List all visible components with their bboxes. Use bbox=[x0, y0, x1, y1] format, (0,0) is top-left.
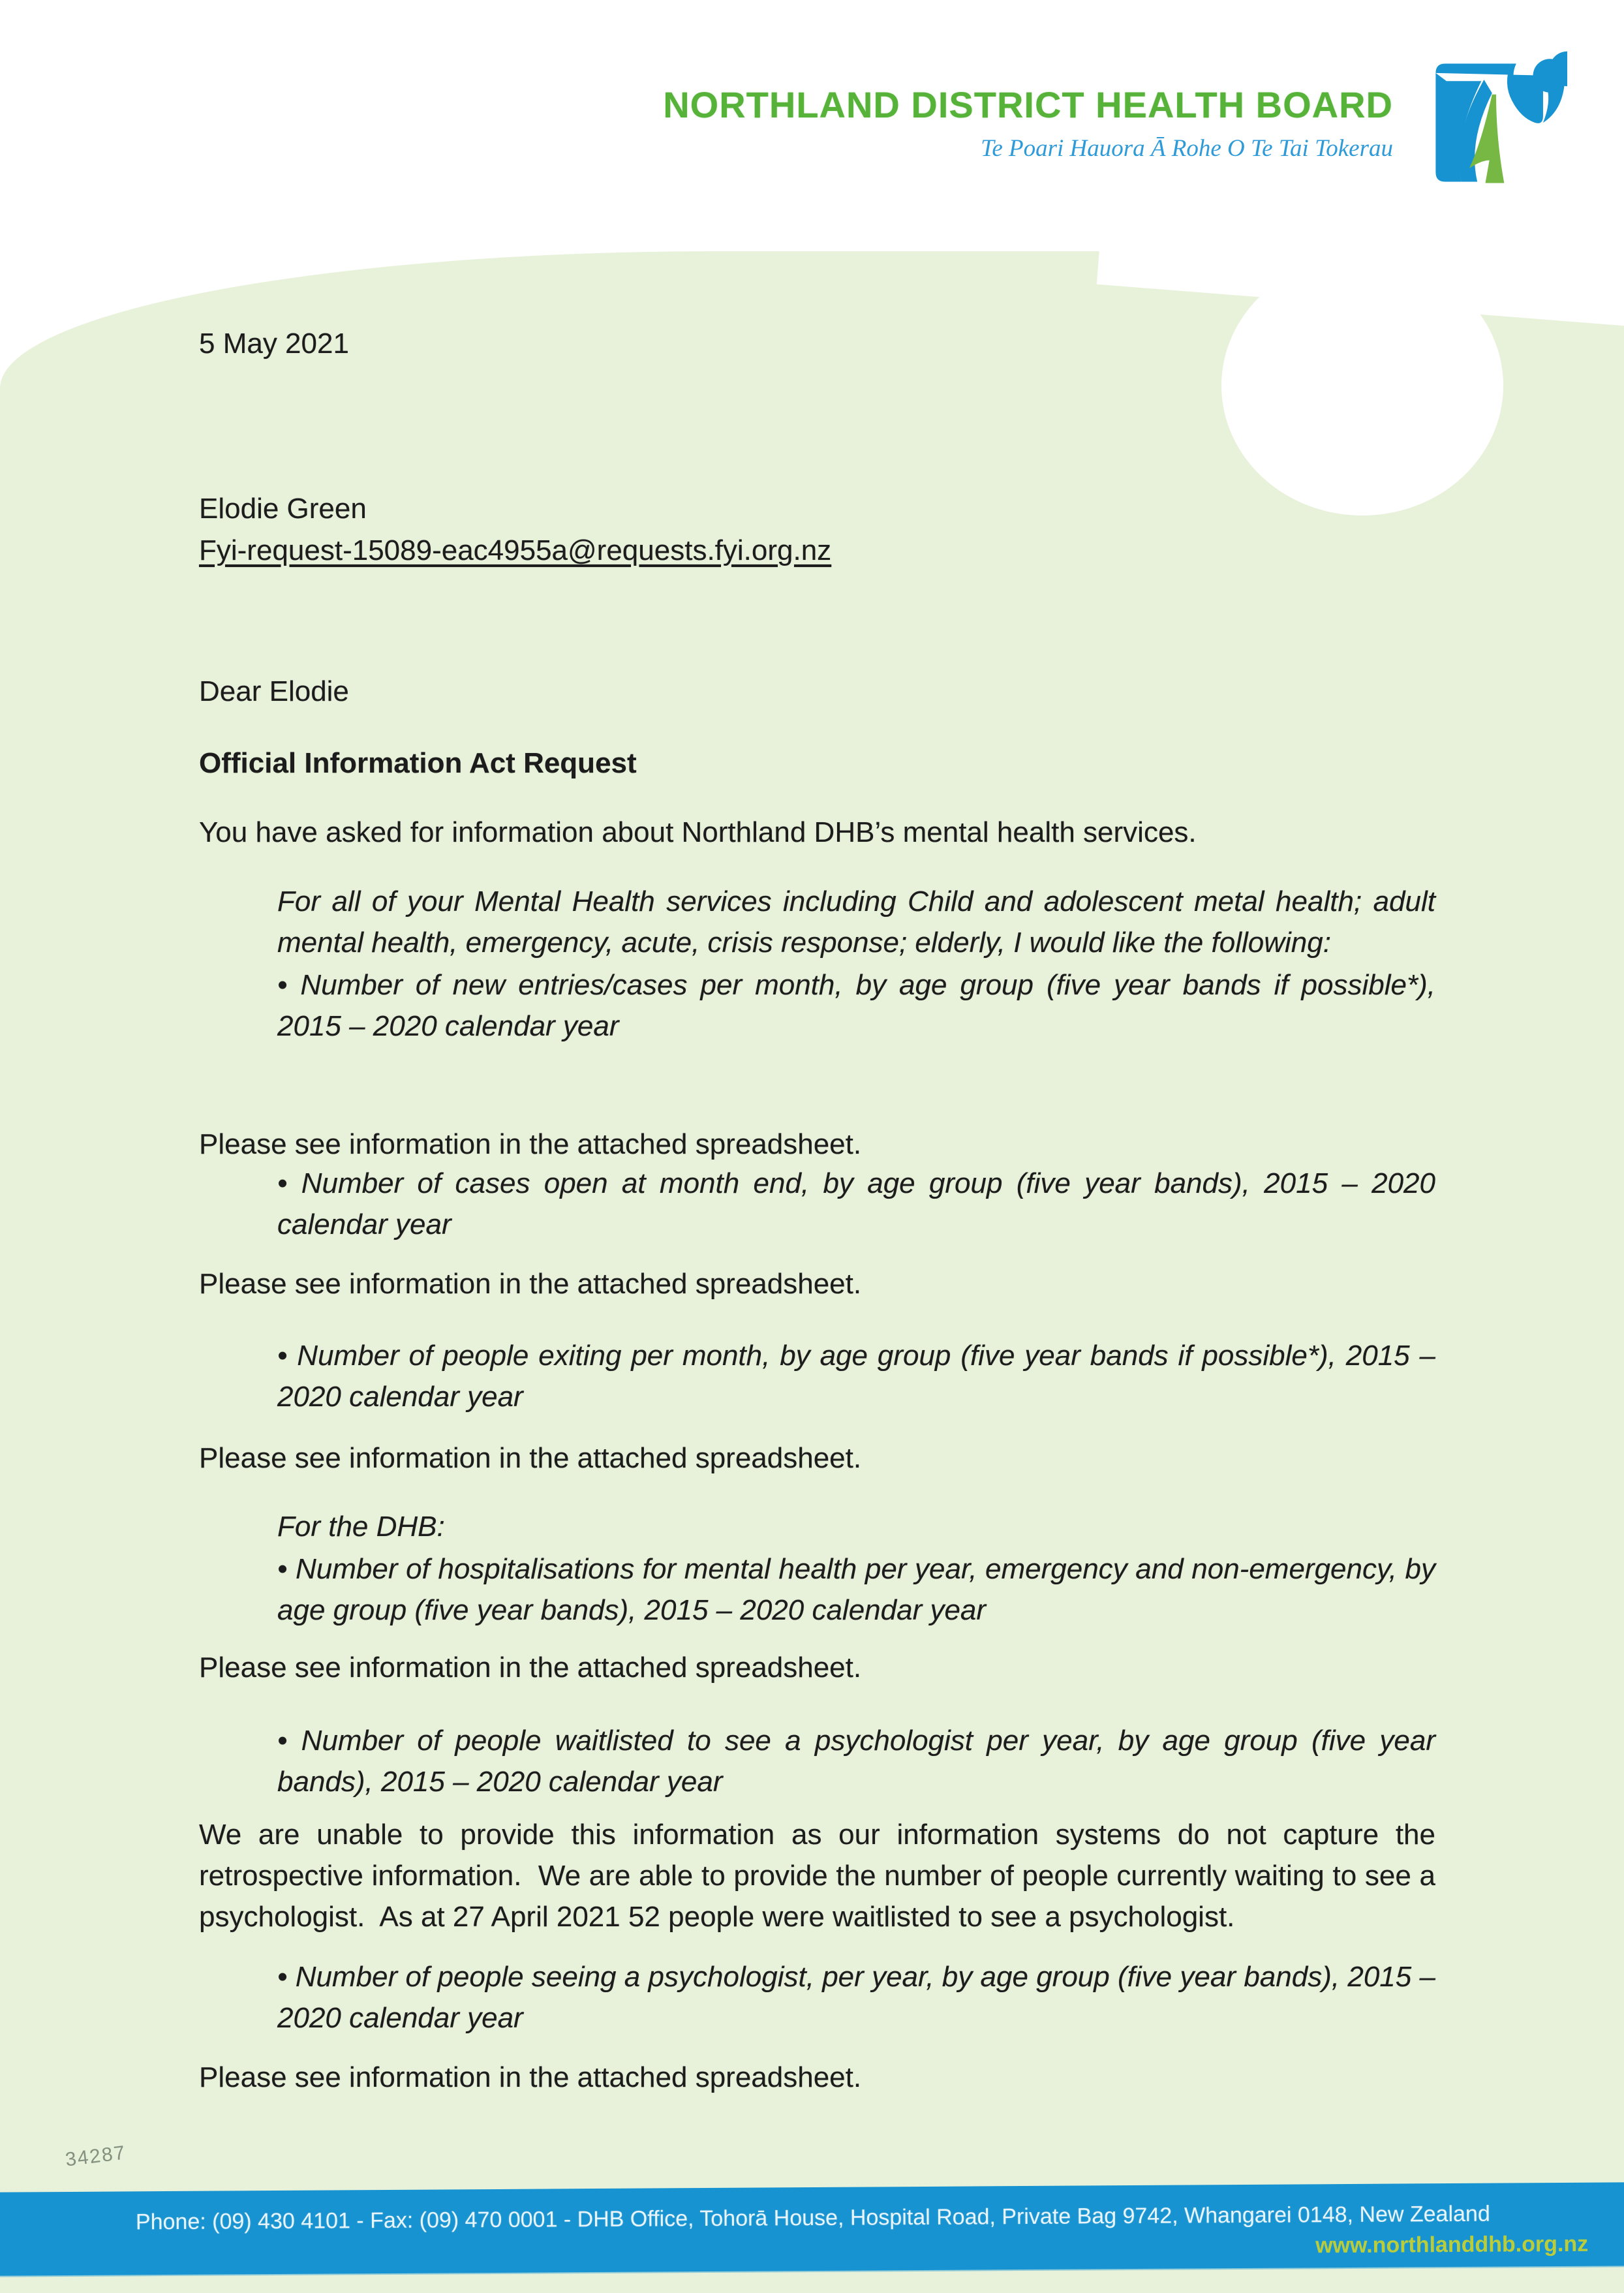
quote1-text: For all of your Mental Health services including Child and adolescent metal health; adult mental health, emergency, acute, crisis response; elderly, I would like the following: bbox=[277, 885, 1435, 959]
response-4: Please see information in the attached spreadsheet. bbox=[199, 1652, 862, 1684]
response-5: We are unable to provide this information as our information systems do not capture the retrospective information. We are able to provide the number of people currently waiting to see a psychologist. As at 27 April 2021 52 people were waitlisted to see a psychologist. bbox=[199, 1819, 1435, 1933]
quoted-request-2: • Number of cases open at month end, by age group (five year bands), 2015 – 2020 calendar year bbox=[277, 1167, 1435, 1240]
response-1: Please see information in the attached spreadsheet. bbox=[199, 1128, 862, 1160]
quoted-request-5: • Number of people waitlisted to see a psychologist per year, by age group (five year bands), 2015 – 2020 calendar year bbox=[277, 1725, 1435, 1798]
background-white-circle bbox=[1221, 256, 1503, 516]
quote4-bullet: • Number of hospitalisations for mental health per year, emergency and non-emergency, by age group (five year bands), 2015 – 2020 calendar year bbox=[277, 1553, 1435, 1626]
quote4-intro: For the DHB: bbox=[277, 1511, 445, 1543]
ndhb-logo-icon bbox=[1426, 51, 1567, 196]
response-3: Please see information in the attached spreadsheet. bbox=[199, 1442, 862, 1474]
response-6: Please see information in the attached spreadsheet. bbox=[199, 2061, 862, 2093]
footer-website-link[interactable]: www.northlanddhb.org.nz bbox=[1315, 2231, 1589, 2258]
recipient-email-text[interactable]: Fyi-request-15089-eac4955a@requests.fyi.org.nz bbox=[199, 534, 832, 566]
reference-number: 34287 bbox=[64, 2142, 128, 2171]
recipient-name: Elodie Green bbox=[199, 493, 367, 525]
letter-date: 5 May 2021 bbox=[199, 328, 349, 360]
recipient-email-link[interactable] bbox=[199, 530, 1435, 571]
org-name: NORTHLAND DISTRICT HEALTH BOARD bbox=[663, 84, 1393, 125]
intro-paragraph: You have asked for information about Northland DHB’s mental health services. bbox=[199, 816, 1197, 848]
quoted-request-1 bbox=[277, 881, 1435, 1047]
response-2: Please see information in the attached spreadsheet. bbox=[199, 1268, 862, 1300]
footer-contact-line: Phone: (09) 430 4101 - Fax: (09) 470 0001 - DHB Office, Tohorā House, Hospital Road, Private Bag 9742, Whangarei 0148, New Zealand bbox=[135, 2201, 1490, 2235]
quoted-request-3: • Number of people exiting per month, by age group (five year bands if possible*), 2015 – 2020 calendar year bbox=[277, 1340, 1435, 1413]
org-tagline: Te Poari Hauora Ā Rohe O Te Tai Tokerau bbox=[981, 135, 1393, 162]
quoted-request-4 bbox=[277, 1506, 1435, 1631]
quote1-bullet: • Number of new entries/cases per month, by age group (five year bands if possible*), 2015 – 2020 calendar year bbox=[277, 969, 1435, 1042]
salutation: Dear Elodie bbox=[199, 675, 349, 707]
quoted-request-6: • Number of people seeing a psychologist, per year, by age group (five year bands), 2015 – 2020 calendar year bbox=[277, 1961, 1435, 2034]
subject-line: Official Information Act Request bbox=[199, 747, 637, 779]
footer-band bbox=[0, 2182, 1624, 2276]
